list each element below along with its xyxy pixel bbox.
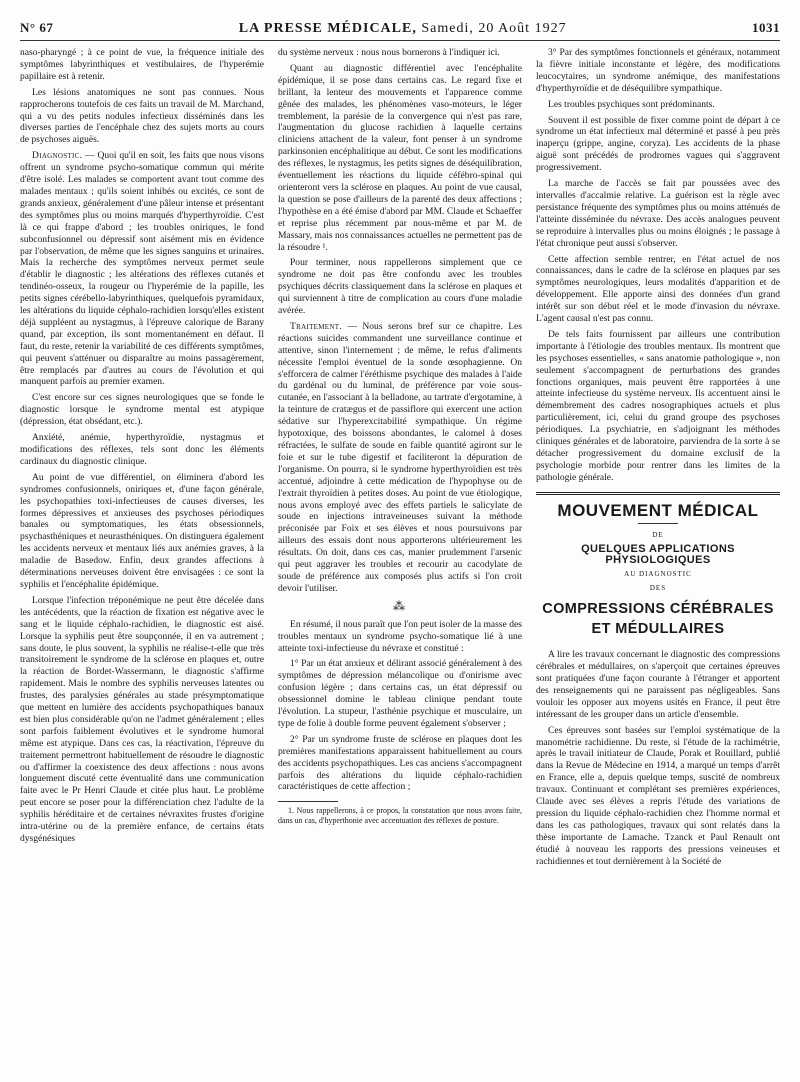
section-label-traitement: Traitement.: [290, 320, 342, 332]
paragraph: Pour terminer, nous rappellerons simplement que ce syndrome ne doit pas être confondu avec les troubles psychiques décrits classiquement dans la sclérose en plaques et qui surviennent à titre de complication au cours d'une maladie avérée.: [278, 257, 522, 317]
column-3: [536, 47, 780, 1065]
footnote: 1. Nous rappellerons, à ce propos, la constatation que nous avons faite, dans un cas, d'hyperthonie avec accentuation des réflexes de posture.: [278, 806, 522, 825]
paragraph: Cette affection semble rentrer, en l'état actuel de nos connaissances, dans le cadre de la sclérose en plaques par ses symptômes neurologiques, leurs modalités d'apparition et de développement. Elle apporte ainsi des données d'un grand intérêt sur son début réel et le mode d'invasion du névraxe. L'agent causal n'est pas connu.: [536, 253, 780, 325]
paragraph: En résumé, il nous paraît que l'on peut isoler de la masse des troubles mentaux un syndrome psycho-somatique lié à une atteinte toxi-infectieuse du névraxe et constitué :: [278, 618, 522, 654]
paragraph: Au point de vue différentiel, on éliminera d'abord les syndromes confusionnels, oniriques et, d'une façon générale, les psychopathies toxi-infectieuses de causes diverses, les formes dépressives et anxieuses des psychoses périodiques banales ou symptomatiques, les états obsessionnels, psychasthéniques et neurasthéniques. On distinguera également les accidents nerveux et mentaux liés aux anémies graves, à la maladie de Basedow. Enfin, deux grandes affections à déterminations nerveuses doivent être envisagées : ce sont la syphilis et l'encéphalite épidémique.: [20, 471, 264, 590]
paragraph: naso-pharyngé ; à ce point de vue, la fréquence initiale des symptômes labyrinthiques et vestibulaires, de l'hyperémie papillaire est à retenir.: [20, 47, 264, 82]
footnote-divider: [278, 801, 338, 802]
paragraph: Ces épreuves sont basées sur l'emploi systématique de la manométrie rachidienne. Du reste, si l'étude de la rachimétrie, après le travail initiateur de Claude, Porak et Rouillard, publié dans la Revue de Médecine en 1914, a marqué un temps d'arrêt en France, elle a, depuis quelque temps, suscité de nombreux travaux. Continuant et complétant ses premières expériences, Claude avec ses élèves a repris l'étude des variations de pression du liquide céphalo-rachidien chez l'homme normal et dans les cas pathologiques, travaux qui sont relatés dans la thèse importante de Lamache. Tzanck et Paul Renault ont étudié à nouveau les rapports des pressions veineuses et rachidiennes et tout dernièrement à la Société de: [536, 724, 780, 867]
issue-date: Samedi, 20 Août 1927: [421, 21, 567, 36]
paragraph: Lorsque l'infection tréponémique ne peut être décelée dans les antécédents, que la réaction de fixation est négative avec le sang et le liquide céphalo-rachidien, le diagnostic est aisé. Lorsque la syphilis peut être soupçonnée, il en va autrement ; sans doute, le plus souvent, la syphilis ne réalise-t-elle que très transitoirement le syndrome de la sclérose en plaques et, outre la réaction de Bordet-Wassermann, le diagnostic s'affirme rapidement. Mais le nombre des syphilis nerveuses latentes ou frustes, des paralysies générales au stade présymptomatique que mettent en lumière des accidents psychopathiques banaux est bien plus considérable qu'on ne l'admet généralement ; elles sont parfois faiblement évolutives et le syndrome humoral même est atypique. Dans ces cas, la réactivation, l'épreuve du traitement permettront habituellement de résoudre le diagnostic ou d'affirmer la coexistence des deux affections : nous avons longuement discuté cette éventualité dans une communication faite avec le Pr Henri Claude et citée plus haut. Le problème peut encore se poser pour la différenciation chez l'adulte de la syphilis héréditaire et de certaines névraxites frustes d'origine intra-utérine ou de la première enfance, de certains états dysgénésiques: [20, 594, 264, 844]
paragraph: Diagnostic. — Quoi qu'il en soit, les faits que nous visons offrent un syndrome psycho-somatique commun qui mérite d'être isolé. Les malades se comportent avant tout comme des malades mentaux ; qu'ils soient inhibés ou excités, ce sont de grands anxieux, généralement d'une pâleur intense et présentant des symptômes plus ou moins marqués d'hyperthyroïdie. C'est là ce qui frappe d'abord ; les troubles oniriques, le fond subconfusionnel ou dépressif sont aisément mis en évidence par l'observation, de même que les signes sanguins et urinaires. Mais la recherche des symptômes nerveux permet seule d'établir le diagnostic ; les altérations des réflexes cutanés et tendinéo-osseux, la rougeur ou l'hyperémie de la papille, les petits signes cérébello-labyrinthiques, quelquefois pyramidaux, les altérations du liquide céphalo-rachidien lorsqu'elles existent déjà suppléent au nystagmus, à l'épreuve calorique de Barany quand, par exception, ils sont momentanément en défaut. Il faut, du reste, retenir la variabilité de ces différents symptômes, qui peuvent s'atténuer ou disparaître au moins passagèrement, être remplacés par d'autres au cours de l'évolution et qui manquent parfois au premier examen.: [20, 150, 264, 388]
column-2: [278, 47, 522, 1065]
paragraph: 3° Par des symptômes fonctionnels et généraux, notamment la fièvre initiale inconstante et légère, des modifications leucocytaires, un syndrome anémique, des manifestations d'hyperthyroïdie et de déséquilibre sympathique.: [536, 47, 780, 94]
journal-page: [20, 20, 780, 1070]
article-subtitle: QUELQUES APPLICATIONS PHYSIOLOGIQUES: [581, 542, 735, 567]
issue-number: N° 67: [20, 20, 54, 35]
page-header: [20, 20, 780, 41]
asterism-separator: ⁂: [393, 598, 407, 613]
paragraph: Traitement. — Nous serons bref sur ce chapitre. Les réactions suicides commandent une surveillance continue et attentive, sinon l'internement ; de même, le refus d'aliments nécessite l'emploi éventuel de la sonde œsophagienne. On s'efforcera de calmer l'éréthisme psychique des malades à l'aide du gardénal ou du luminal, de préférence par voie sous-cutanée, en l'associant à la belladone, au tartrate d'ergotamine, à la teinture de cratægus et de passiflore qui exercent une action sédative sur l'hyperexcitabilité sympathique. Un régime hypotoxique, des boissons abondantes, le calomel à doses réfractées, le sulfate de soude en faible quantité agiront sur le foie et sur le tube digestif et faciliteront la dépuration de l'organisme. On pourra, si le syndrome hyperthyroïdien est très accentué, adjoindre à cette médication de l'hypophyse ou de l'extrait thyroïdien à petites doses. Au point de vue étiologique, nous avons employé avec des effets partiels le salicylate de soude en injections intraveineuses suivant la méthode préconisée par Foix et ses élèves et nous poursuivons par ailleurs des essais dont nous apporterons ultérieurement les résultats. On doit, dans ces cas, manier prudemment l'arsenic qui peut aggraver les troubles et recourir au cacodylate de soude de préférence aux composés plus actifs si l'on croit devoir l'utiliser.: [278, 320, 522, 594]
journal-title: LA PRESSE MÉDICALE, Samedi, 20 Août 1927: [238, 21, 567, 36]
title-connector: DES: [649, 584, 667, 593]
title-connector: AU DIAGNOSTIC: [624, 570, 692, 579]
paragraph: A lire les travaux concernant le diagnostic des compressions cérébrales et médullaires, on s'aperçoit que certaines épreuves sont pratiquées d'une façon courante à l'étranger et apportent des renseignements qui ne paraissent pas négligeables. Sans vouloir les opposer aux moyens usités en France, il peut être intéressant de les grouper dans un article d'ensemble.: [536, 649, 780, 720]
paragraph: Quant au diagnostic différentiel avec l'encéphalite épidémique, il se pose dans certains cas. Le regard fixe et brillant, la lenteur des mouvements et l'apparence comme gênée des malades, les phénomènes vaso-moteurs, le léger tremblement, la parésie de la convergence qui n'est pas rare, l'augmentation du glucose rachidien à laquelle certains cliniciens attachent de la valeur, font penser à un syndrome parkinsonien encéphalitique au début. Ce sont les modifications des réflexes, le nystagmus, les petits signes de déséquilibration, éventuellement les réactions du liquide céfébro-spinal qui orienteront vers la sclérose en plaques. Au point de vue causal, la question se pose d'ailleurs de la parenté des deux affections ; l'hypothèse en a été émise d'abord par MM. Claude et Schaeffer et reprise plus récemment par nous-même et par M. de Massary, mais nos connaissances actuelles ne permettent pas de la résoudre ¹.: [278, 62, 522, 253]
paragraph: La marche de l'accès se fait par poussées avec des intervalles d'accalmie relative. La guérison est la règle avec persistance fréquente des symptômes plus ou moins atténués de l'atteinte disséminée du névraxe. Des accès analogues peuvent se reproduire à intervalles plus ou moins éloignés ; le passage à l'état chronique peut aussi s'observer.: [536, 178, 780, 249]
column-1: [20, 47, 264, 1065]
paragraph: Les troubles psychiques sont prédominants.: [548, 98, 715, 110]
paragraph: Les lésions anatomiques ne sont pas connues. Nous rapprocherons toutefois de ces faits un travail de M. Marchand, qui a vu des petits nodules infectieux disséminés dans les diverses parties de l'encéphale chez des sujets morts au cours de psychoses aiguës.: [20, 86, 264, 146]
paragraph: Souvent il est possible de fixer comme point de départ à ce syndrome un état infectieux mal déterminé et passé à peu près inaperçu (grippe, angine, coryza). Les accidents de la phase aiguë sont précédés de prodromes vagues qui s'aggravent progressivement.: [536, 114, 780, 174]
paragraph: 1° Par un état anxieux et délirant associé généralement à des symptômes de dépression mélancolique ou d'onirisme avec confusion légère ; dans certains cas, un état dépressif ou obsessionnel domine le tableau clinique pendant toute l'évolution. La stupeur, l'asthénie psychique et musculaire, un type de folie à double forme peuvent également s'observer ;: [278, 658, 522, 729]
paragraph: 2° Par un syndrome fruste de sclérose en plaques dont les premières manifestations apparaissent habituellement au cours des accidents psychopathiques. Les cas anciens s'accompagnent parfois des altérations du liquide céphalo-rachidien caractéristiques de cette affection ;: [278, 733, 522, 793]
paragraph: C'est encore sur ces signes neurologiques que se fonde le diagnostic lorsque le syndrome mental est atypique (dépression, état obsédant, etc.).: [20, 392, 264, 428]
text-columns: [20, 47, 780, 1065]
paragraph: Anxiété, anémie, hyperthyroïdie, nystagmus et modifications des réflexes, tels sont donc les éléments cardinaux du diagnostic clinique.: [20, 432, 264, 467]
paragraph: De tels faits fournissent par ailleurs une contribution importante à l'étiologie des troubles mentaux. Ils montrent que les psychoses essentielles, « sans anatomie pathologique », non seulement s'accompagnent de perturbations des grandes fonctions organiques, mais peuvent être rapportées à une atteinte infectieuse du système nerveux. Ils accentuent ainsi le démembrement des cadres nosographiques actuels et plus particulièrement, ici, celui du grand groupe des psychoses périodiques. La psychiatrie, en s'adjoignant les méthodes cliniques générales et de laboratoire, parviendra de la sorte à se détacher progressivement du domaine exclusif de la psychologie morbide pour rentrer dans les limites de la pathologie générale.: [536, 328, 780, 483]
title-connector: DE: [652, 530, 664, 539]
section-label-diagnostic: Diagnostic.: [32, 150, 83, 162]
article-title: COMPRESSIONS CÉRÉBRALES ET MÉDULLAIRES: [542, 601, 774, 638]
section-divider: [536, 492, 780, 495]
page-number: 1031: [751, 20, 780, 35]
section-title: MOUVEMENT MÉDICAL: [557, 500, 759, 520]
title-rule: [638, 523, 678, 524]
paragraph: du système nerveux : nous nous bornerons à l'indiquer ici.: [278, 47, 500, 58]
